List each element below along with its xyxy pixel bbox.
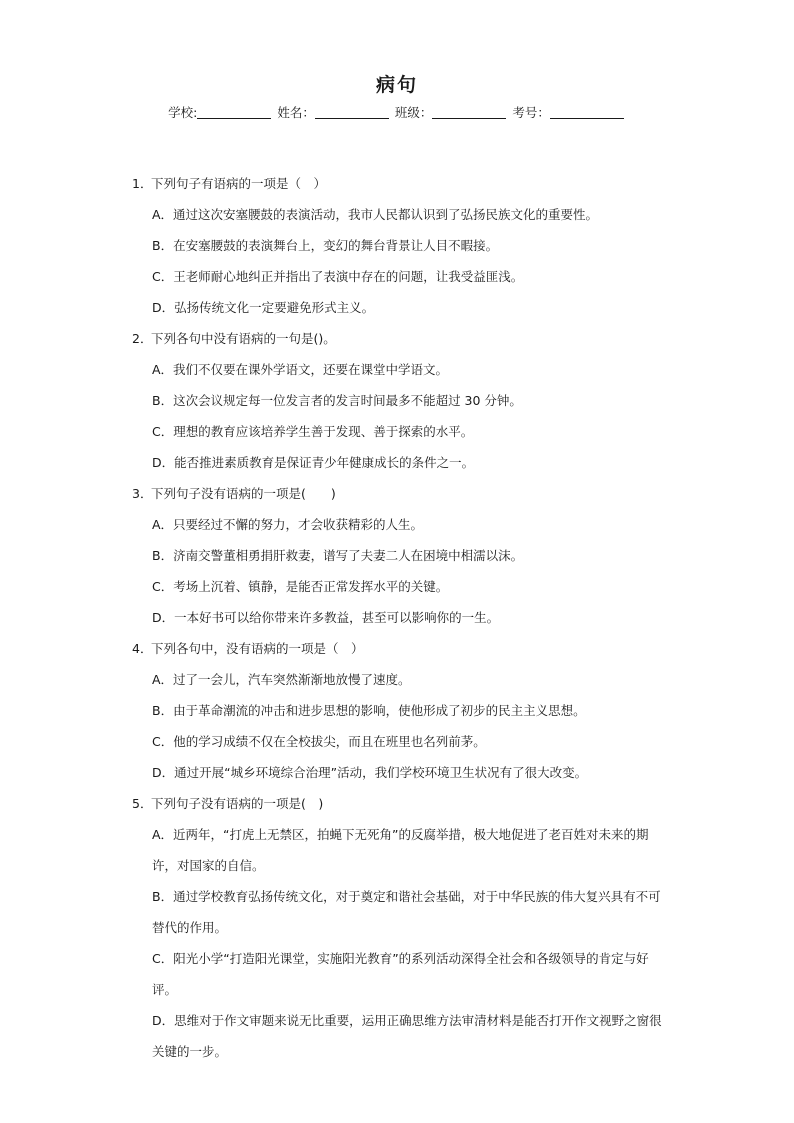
option-a: A．通过这次安塞腰鼓的表演活动，我市人民都认识到了弘扬民族文化的重要性。	[152, 207, 599, 222]
name-blank	[315, 106, 389, 119]
school-label: 学校:	[168, 105, 198, 120]
exam-number-blank	[550, 106, 624, 119]
option-d: D．思维对于作文审题来说无比重要，运用正确思维方法审清材料是能否打开作文视野之窗很关键的一步。	[152, 1013, 662, 1059]
question-3	[132, 478, 672, 633]
question-stem	[132, 168, 672, 199]
option-c: C．王老师耐心地纠正并指出了表演中存在的问题，让我受益匪浅。	[152, 269, 524, 284]
question-number: 2．	[132, 331, 153, 346]
question-stem	[132, 478, 672, 509]
option-b: B．由于革命潮流的冲击和进步思想的影响，使他形成了初步的民主主义思想。	[152, 703, 586, 718]
question-1	[132, 168, 672, 323]
option-c: C．理想的教育应该培养学生善于发现、善于探索的水平。	[152, 424, 474, 439]
question-stem	[132, 633, 672, 664]
exam-number-label: 考号：	[512, 105, 550, 120]
question-text: 下列句子没有语病的一项是( )	[151, 486, 336, 501]
page-title: 病句	[375, 74, 418, 96]
question-5	[132, 788, 672, 1067]
option-c: C．考场上沉着、镇静，是能否正常发挥水平的关键。	[152, 579, 449, 594]
option-b: B．这次会议规定每一位发言者的发言时间最多不能超过 30 分钟。	[152, 393, 522, 408]
option-a: A．过了一会儿，汽车突然渐渐地放慢了速度。	[152, 672, 411, 687]
option-b: B．通过学校教育弘扬传统文化，对于奠定和谐社会基础，对于中华民族的伟大复兴具有不可替代的作用。	[152, 889, 661, 935]
question-number: 4．	[132, 641, 153, 656]
question-text: 下列句子没有语病的一项是( )	[151, 796, 324, 811]
question-number: 1．	[132, 176, 153, 191]
question-text: 下列各句中没有语病的一句是()。	[151, 331, 336, 346]
option-b: B．在安塞腰鼓的表演舞台上，变幻的舞台背景让人目不暇接。	[152, 238, 499, 253]
question-list	[132, 168, 672, 1067]
question-text: 下列句子有语病的一项是（ ）	[151, 176, 327, 191]
question-number: 5．	[132, 796, 153, 811]
option-b: B．济南交警董相勇捐肝救妻，谱写了夫妻二人在困境中相濡以沫。	[152, 548, 524, 563]
question-2	[132, 323, 672, 478]
option-c: C．阳光小学“打造阳光课堂，实施阳光教育”的系列活动深得全社会和各级领导的肯定与好评。	[152, 951, 649, 997]
question-stem	[132, 323, 672, 354]
name-label: 姓名：	[277, 105, 315, 120]
question-4	[132, 633, 672, 788]
school-blank	[197, 106, 271, 119]
option-a: A．只要经过不懈的努力，才会收获精彩的人生。	[152, 517, 424, 532]
option-d: D．通过开展“城乡环境综合治理”活动，我们学校环境卫生状况有了很大改变。	[152, 765, 588, 780]
option-d: D．一本好书可以给你带来许多教益，甚至可以影响你的一生。	[152, 610, 500, 625]
question-text: 下列各句中，没有语病的一项是（ ）	[151, 641, 364, 656]
option-d: D．弘扬传统文化一定要避免形式主义。	[152, 300, 375, 315]
option-c: C．他的学习成绩不仅在全校拔尖，而且在班里也名列前茅。	[152, 734, 486, 749]
option-a: A．近两年，“打虎上无禁区，拍蝇下无死角”的反腐举措，极大地促进了老百姓对未来的期许，对国家的自信。	[152, 827, 649, 873]
option-d: D．能否推进素质教育是保证青少年健康成长的条件之一。	[152, 455, 475, 470]
student-info-line	[0, 103, 794, 121]
option-a: A．我们不仅要在课外学语文，还要在课堂中学语文。	[152, 362, 449, 377]
class-label: 班级：	[394, 105, 433, 120]
class-blank	[432, 106, 506, 119]
question-number: 3．	[132, 486, 153, 501]
question-stem	[132, 788, 672, 819]
